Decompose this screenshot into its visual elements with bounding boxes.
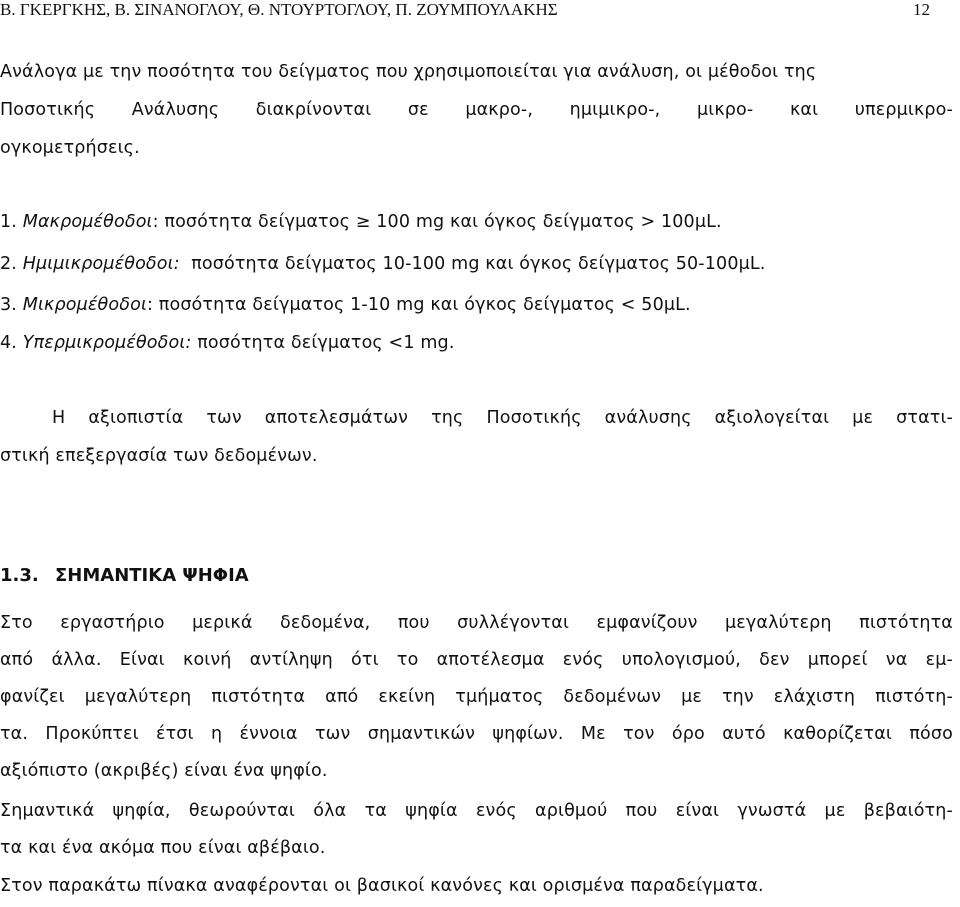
paragraph-line: Στον παρακάτω πίνακα αναφέρονται οι βασικοί κανόνες και ορισμένα παραδείγματα. <box>0 876 764 896</box>
paragraph-line: Η αξιοπιστία των αποτελεσμάτων της Ποσοτικής ανάλυσης αξιολογείται με στατι- <box>52 408 953 428</box>
method-name: Υπερμικρομέθοδοι: <box>22 333 192 353</box>
method-name: Ημιμικρομέθοδοι: <box>22 254 180 274</box>
geq-symbol: ≥ <box>355 212 371 232</box>
list-item <box>0 333 455 353</box>
item-text: ποσότητα δείγματος 10-100 mg και όγκος δείγματος 50-100μL. <box>179 254 766 274</box>
list-item <box>0 212 722 232</box>
paragraph-line: Σημαντικά ψηφία, θεωρούνται όλα τα ψηφία ενός αριθμού που είναι γνωστά με βεβαιότη- <box>0 801 953 821</box>
paragraph-line: τα και ένα ακόμα που είναι αβέβαιο. <box>0 838 326 858</box>
running-header <box>0 0 960 26</box>
item-text: : ποσότητα δείγματος 1-10 mg και όγκος δείγματος < 50μL. <box>147 295 691 315</box>
item-number: 3. <box>0 295 17 315</box>
item-text: ποσότητα δείγματος <box>158 212 356 232</box>
paragraph-line: αξιόπιστο (ακριβές) είναι ένα ψηφίο. <box>0 761 328 781</box>
paragraph-line: τα. Προκύπτει έτσι η έννοια των σημαντικών ψηφίων. Με τον όρο αυτό καθορίζεται πόσο <box>0 724 953 744</box>
header-authors: Β. ΓΚΕΡΓΚΗΣ, Β. ΣΙΝΑΝΟΓΛΟΥ, Θ. ΝΤΟΥΡΤΟΓΛΟΥ, Π. ΖΟΥΜΠΟΥΛΑΚΗΣ <box>0 0 558 19</box>
list-item <box>0 295 691 315</box>
intro-line: Ανάλογα με την ποσότητα του δείγματος που χρησιμοποιείται για ανάλυση, οι μέθοδοι της <box>0 62 817 82</box>
item-separator: : <box>152 212 159 232</box>
section-heading <box>0 565 249 586</box>
section-number: 1.3. <box>0 565 39 586</box>
page-number: 12 <box>913 0 930 19</box>
list-item <box>0 254 766 274</box>
paragraph-line: Στο εργαστήριο μερικά δεδομένα, που συλλέγονται εμφανίζουν μεγαλύτερη πιστότητα <box>0 613 953 633</box>
method-name: Μικρομέθοδοι <box>22 295 148 315</box>
item-number: 1. <box>0 212 17 232</box>
paragraph-line: στική επεξεργασία των δεδομένων. <box>0 446 318 466</box>
paragraph-line: από άλλα. Είναι κοινή αντίληψη ότι το αποτέλεσμα ενός υπολογισμού, δεν μπορεί να εμ- <box>0 650 953 670</box>
section-title: ΣΗΜΑΝΤΙΚΑ ΨΗΦΙΑ <box>55 565 249 586</box>
intro-line: ογκομετρήσεις. <box>0 138 140 158</box>
paragraph-line: φανίζει μεγαλύτερη πιστότητα από εκείνη τμήματος δεδομένων με την ελάχιστη πιστότη- <box>0 687 953 707</box>
intro-line: Ποσοτικής Ανάλυσης διακρίνονται σε μακρο-, ημιμικρο-, μικρο- και υπερμικρο- <box>0 100 953 120</box>
item-text: ποσότητα δείγματος <1 mg. <box>191 333 455 353</box>
item-number: 2. <box>0 254 17 274</box>
item-text: 100 mg και όγκος δείγματος > 100μL. <box>370 212 722 232</box>
item-number: 4. <box>0 333 17 353</box>
method-name: Μακρομέθοδοι <box>22 212 153 232</box>
